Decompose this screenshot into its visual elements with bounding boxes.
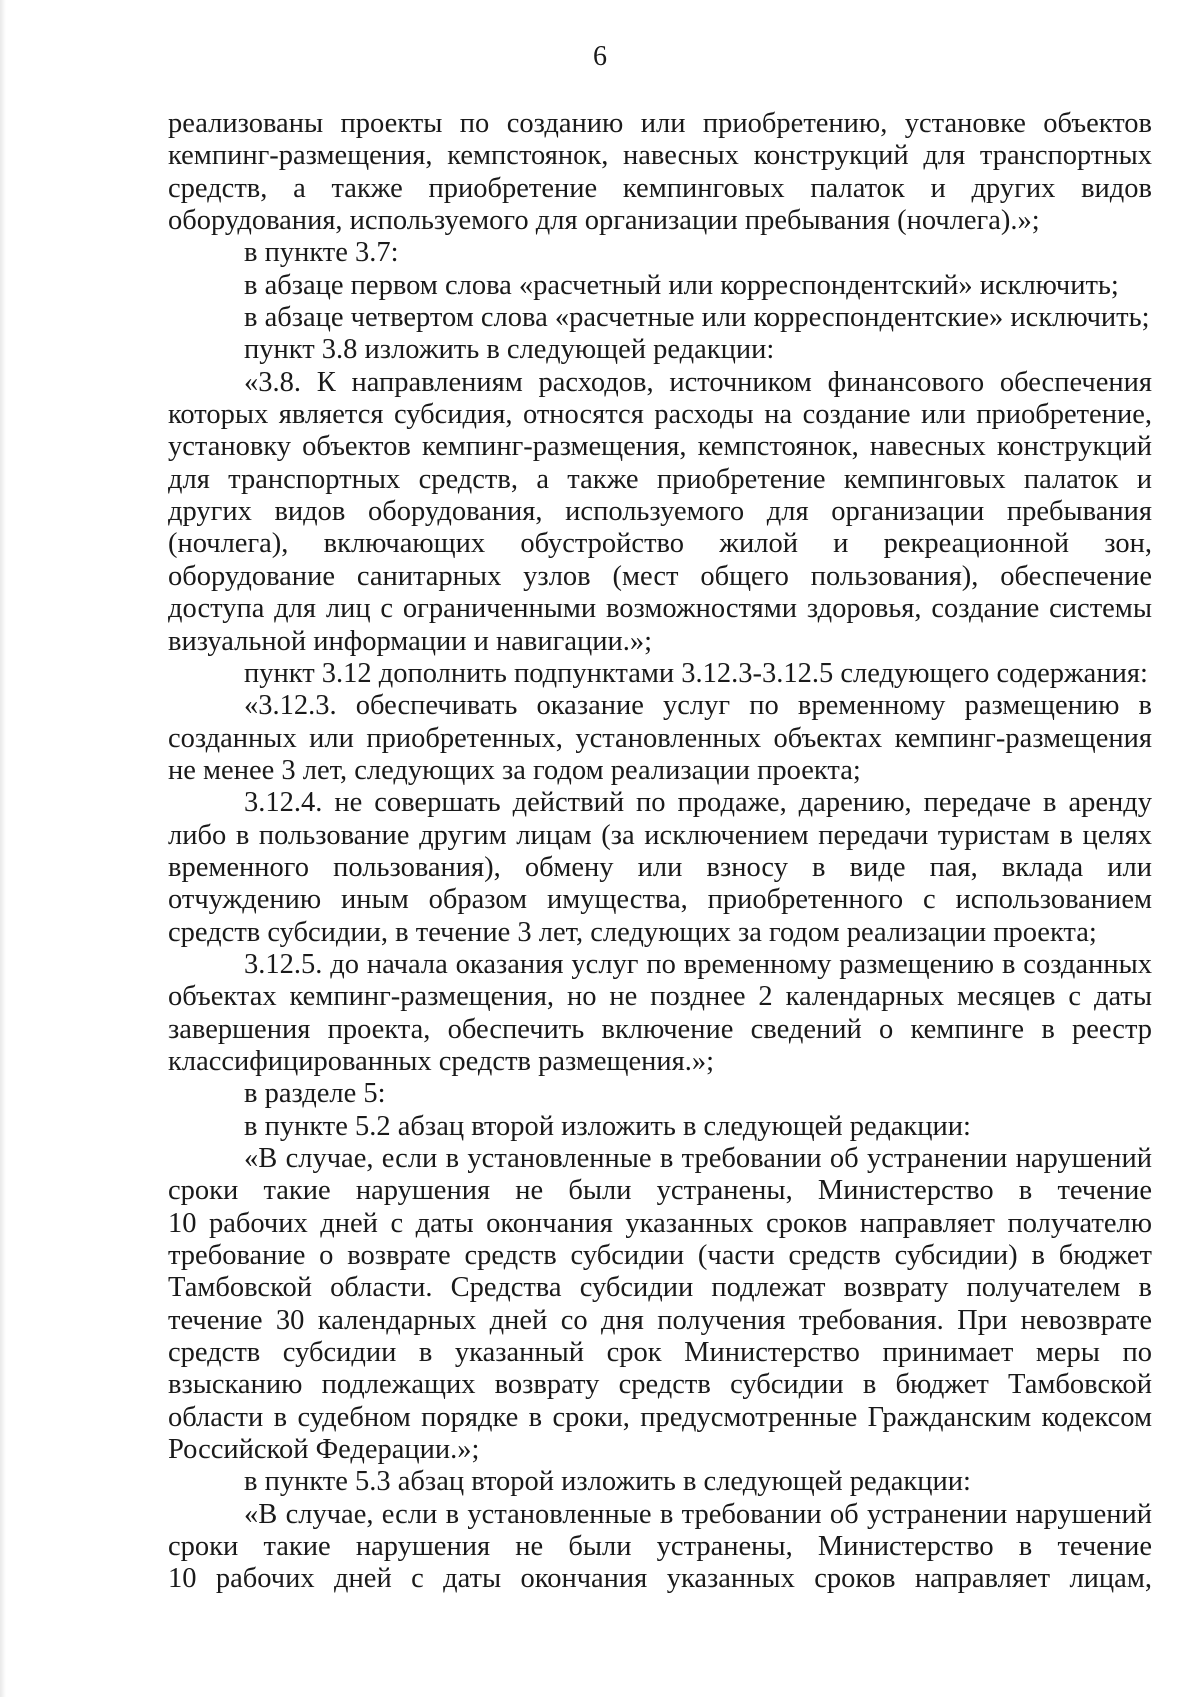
text-line: Российской Федерации.»; <box>168 1434 480 1466</box>
text-line: средств, а также приобретение кемпинговых палаток и других видов <box>168 172 1152 204</box>
text-line: оборудования, используемого для организации пребывания (ночлега).»; <box>168 205 1040 237</box>
text-line: установку объектов кемпинг-размещения, кемпстоянок, навесных конструкций <box>168 431 1152 463</box>
text-line: «3.8. К направлениям расходов, источником финансового обеспечения <box>244 366 1152 398</box>
document-body <box>168 108 1152 1596</box>
text-line: «В случае, если в установленные в требовании об устранении нарушений <box>244 1498 1152 1530</box>
text-line: объектах кемпинг-размещения, но не позднее 2 календарных месяцев с даты <box>168 981 1152 1013</box>
text-line: 10 рабочих дней с даты окончания указанных сроков направляет получателю <box>168 1207 1152 1239</box>
text-line: в пункте 3.7: <box>244 237 399 269</box>
text-line: «В случае, если в установленные в требовании об устранении нарушений <box>244 1143 1152 1174</box>
text-line: реализованы проекты по созданию или приобретению, установке объектов <box>168 108 1152 139</box>
text-line: временного пользования), обмену или взносу в виде пая, вклада или <box>168 851 1152 883</box>
text-line: в пункте 5.3 абзац второй изложить в следующей редакции: <box>244 1466 971 1498</box>
text-line: классифицированных средств размещения.»; <box>168 1045 715 1077</box>
text-line: в пункте 5.2 абзац второй изложить в следующей редакции: <box>244 1110 971 1142</box>
text-line: визуальной информации и навигации.»; <box>168 625 653 657</box>
text-line: сроки такие нарушения не были устранены, Министерство в течение <box>168 1175 1152 1207</box>
text-line: в абзаце четвертом слова «расчетные или корреспондентские» исключить; <box>244 302 1150 334</box>
text-line: завершения проекта, обеспечить включение сведений о кемпинге в реестр <box>168 1013 1152 1045</box>
text-line: области в судебном порядке в сроки, предусмотренные Гражданским кодексом <box>168 1401 1152 1433</box>
text-line: созданных или приобретенных, установленных объектах кемпинг-размещения <box>168 722 1152 754</box>
text-line: течение 30 календарных дней со дня получения требования. При невозврате <box>168 1304 1152 1336</box>
text-line: оборудование санитарных узлов (мест общего пользования), обеспечение <box>168 560 1152 592</box>
text-line: 10 рабочих дней с даты окончания указанных сроков направляет лицам, <box>168 1563 1152 1595</box>
text-line: (ночлега), включающих обустройство жилой и рекреационной зон, <box>168 528 1152 560</box>
text-line: 3.12.4. не совершать действий по продаже, дарению, передаче в аренду <box>244 787 1152 819</box>
text-line: отчуждению иным образом имущества, приобретенного с использованием <box>168 884 1152 916</box>
text-line: 3.12.5. до начала оказания услуг по временному размещению в созданных <box>244 948 1152 980</box>
text-line: кемпинг-размещения, кемпстоянок, навесных конструкций для транспортных <box>168 140 1152 172</box>
text-line: для транспортных средств, а также приобретение кемпинговых палаток и <box>168 463 1152 495</box>
text-line: пункт 3.8 изложить в следующей редакции: <box>244 334 775 366</box>
text-line: требование о возврате средств субсидии (части средств субсидии) в бюджет <box>168 1240 1152 1272</box>
text-line: не менее 3 лет, следующих за годом реализации проекта; <box>168 754 861 786</box>
text-line: других видов оборудования, используемого для организации пребывания <box>168 496 1152 528</box>
scan-edge-shadow <box>0 0 6 1697</box>
page-number: 6 <box>593 41 607 72</box>
text-line: либо в пользование другим лицам (за исключением передачи туристам в целях <box>168 819 1152 851</box>
text-line: доступа для лиц с ограниченными возможностями здоровья, создание системы <box>168 593 1152 625</box>
text-line: пункт 3.12 дополнить подпунктами 3.12.3-3.12.5 следующего содержания: <box>244 657 1148 689</box>
text-line: «3.12.3. обеспечивать оказание услуг по временному размещению в <box>244 690 1152 722</box>
text-line: Тамбовской области. Средства субсидии подлежат возврату получателем в <box>168 1272 1152 1304</box>
text-line: средств субсидии в указанный срок Министерство принимает меры по <box>168 1337 1152 1369</box>
text-line: взысканию подлежащих возврату средств субсидии в бюджет Тамбовской <box>168 1369 1152 1401</box>
text-line: сроки такие нарушения не были устранены, Министерство в течение <box>168 1531 1152 1563</box>
text-line: в абзаце первом слова «расчетный или корреспондентский» исключить; <box>244 269 1119 301</box>
text-line: в разделе 5: <box>244 1078 386 1110</box>
text-line: средств субсидии, в течение 3 лет, следующих за годом реализации проекта; <box>168 916 1097 948</box>
text-line: которых является субсидия, относятся расходы на создание или приобретение, <box>168 399 1152 431</box>
